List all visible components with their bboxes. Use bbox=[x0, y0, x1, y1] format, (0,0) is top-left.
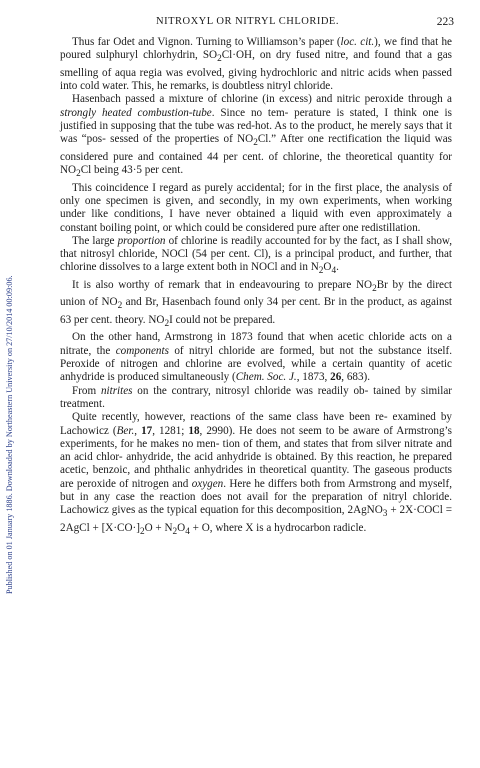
body-text bbox=[60, 36, 452, 539]
paragraph: Hasenbach passed a mixture of chlorine (in excess) and nitric peroxide through a strongly heated combustion-tube. Since no tem- perature is stated, I think one is justified in supposing that the tube was red-hot. As to the product, he merely says that it was “pos- sessed of the properties of $NO_2Cl$.” After one rectification the liquid was considered pure and contained 44 per cent. of chlorine, the theoretical quantity for $NO_2Cl$ being 43·5 per cent. bbox=[60, 93, 452, 180]
download-stamp bbox=[3, 54, 17, 594]
paragraph: From nitrites on the contrary, nitrosyl chloride was readily ob- tained by similar treatment. bbox=[60, 384, 452, 410]
paragraph: This coincidence I regard as purely accidental; for in the first place, the analysis of only one specimen is given, and secondly, in my own experiments, when working under like conditions, I have never obtained a liquid with even approximately a constant boiling point, or which could be considered pure after one redistillation. bbox=[60, 181, 452, 234]
paragraph: The large proportion of chlorine is readily accounted for by the fact, as I shall show, that nitrosyl chloride, NOCl (54 per cent. Cl), is a principal product, and further, that chlorine dissolves to a large extent both in NOCl and in $N_2O_4$. bbox=[60, 234, 452, 277]
page-number: 223 bbox=[436, 16, 454, 28]
download-stamp-text: Published on 01 January 1886. Downloaded by Northeastern University on 27/10/2014 00:09:06. bbox=[5, 275, 14, 594]
paragraph: It is also worthy of remark that in endeavouring to prepare $NO_2Br$ by the direct union of $NO_2$ and Br, Hasenbach found only 34 per cent. Br in the product, as against 63 per cent. theory. $NO_2I$ could not be prepared. bbox=[60, 278, 453, 330]
running-title: NITROXYL OR NITRYL CHLORIDE. bbox=[156, 16, 339, 27]
paragraph: On the other hand, Armstrong in 1873 found that when acetic chloride acts on a nitrate, the components of nitryl chloride are formed, but not the substance itself. Peroxide of nitrogen and chlorine are evolved, while a certain quantity of acetic anhydride is produced simultaneously (Chem. Soc. J., 1873, 26, 683). bbox=[60, 331, 452, 384]
paragraph: Quite recently, however, reactions of the same class have been re- examined by Lachowicz (Ber., 17, 1281; 18, 2990). He does not seem to be aware of Armstrong’s experiments, for he makes no men- tion of them, and states that from silver nitrate and an acid chlor- anhydride, the acid anhydride is obtained. By this reaction, he prepared acetic, benzoic, and phthalic anhydrides in theoretical quantity. The gaseous products are peroxide of nitrogen and oxygen. Here he differs both from Armstrong and myself, but in any case the reaction does not avail for the preparation of nitryl chloride. Lachowicz gives as the typical equation for this decomposition, 2AgNO$_3$ + 2X·COCl = 2AgCl + $[X\cdot CO\cdot]_2O + N_2O_4 + O$, where X is a hydrocarbon radicle. bbox=[60, 411, 453, 538]
running-header bbox=[60, 16, 454, 30]
paragraph: Thus far Odet and Vignon. Turning to Williamson’s paper (loc. cit.), we find that he poured sulphuryl chlorhydrin, $SO_2Cl\cdot OH$, on dry fused nitre, and found that a gas smelling of aqua regia was evolved, giving hydrochloric and nitric acids when passed into cold water. This, he remarks, is doubtless nitryl chloride. bbox=[60, 36, 452, 93]
